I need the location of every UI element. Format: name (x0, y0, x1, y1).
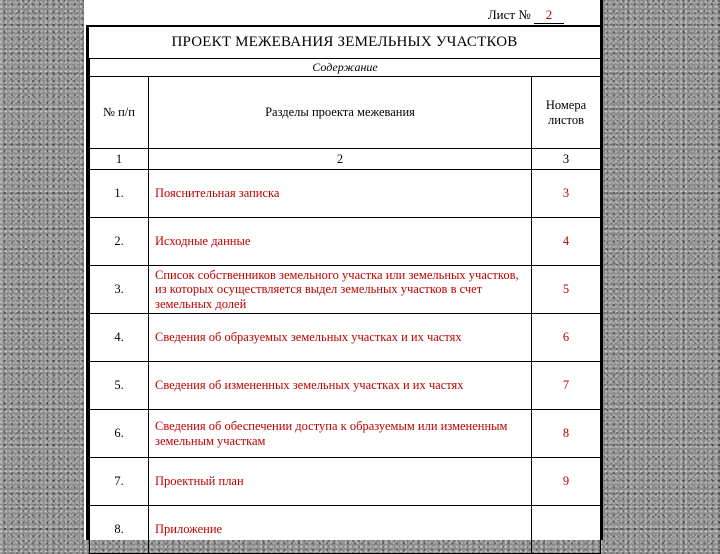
table-row (90, 506, 601, 554)
table-row (90, 410, 601, 458)
row-section-title: Исходные данные (149, 218, 532, 266)
row-page-number: 8 (532, 410, 601, 458)
column-index-row (90, 149, 601, 170)
row-section-title: Приложение (149, 506, 532, 554)
header-section: Разделы проекта межевания (149, 77, 532, 149)
row-page-number: 5 (532, 266, 601, 314)
document-title: ПРОЕКТ МЕЖЕВАНИЯ ЗЕМЕЛЬНЫХ УЧАСТКОВ (171, 34, 518, 50)
contents-caption: Содержание (90, 59, 601, 77)
row-page-number: 3 (532, 170, 601, 218)
row-page-number: 6 (532, 314, 601, 362)
column-index: 1 (90, 149, 149, 170)
row-section-title: Сведения об обеспечении доступа к образуемым или измененным земельным участкам (149, 410, 532, 458)
row-number: 3. (90, 266, 149, 314)
table-row (90, 266, 601, 314)
header-num: № п/п (90, 77, 149, 149)
row-section-title: Сведения об образуемых земельных участках и их частях (149, 314, 532, 362)
row-number: 5. (90, 362, 149, 410)
column-index: 3 (532, 149, 601, 170)
row-section-title: Проектный план (149, 458, 532, 506)
column-index: 2 (149, 149, 532, 170)
row-number: 7. (90, 458, 149, 506)
table-row (90, 314, 601, 362)
sheet-label-text: Лист № (487, 7, 531, 22)
row-page-number: 4 (532, 218, 601, 266)
row-number: 1. (90, 170, 149, 218)
table-row (90, 458, 601, 506)
row-number: 2. (90, 218, 149, 266)
row-number: 6. (90, 410, 149, 458)
row-number: 8. (90, 506, 149, 554)
contents-table (89, 58, 601, 554)
table-row (90, 218, 601, 266)
row-section-title: Сведения об измененных земельных участках и их частях (149, 362, 532, 410)
header-pages: Номера листов (532, 77, 601, 149)
row-number: 4. (90, 314, 149, 362)
sheet-number: 2 (534, 7, 564, 24)
frame-top-border (86, 25, 603, 27)
row-page-number: 7 (532, 362, 601, 410)
row-page-number: 9 (532, 458, 601, 506)
table-row (90, 362, 601, 410)
table-row (90, 170, 601, 218)
contents-caption-row (90, 59, 601, 77)
table-header-row (90, 77, 601, 149)
row-section-title: Пояснительная записка (149, 170, 532, 218)
sheet-number-label (488, 7, 564, 24)
row-section-title: Список собственников земельного участка или земельных участков, из которых осуществляется выдел земельных участков в счет земельных долей (149, 266, 532, 314)
row-page-number (532, 506, 601, 554)
